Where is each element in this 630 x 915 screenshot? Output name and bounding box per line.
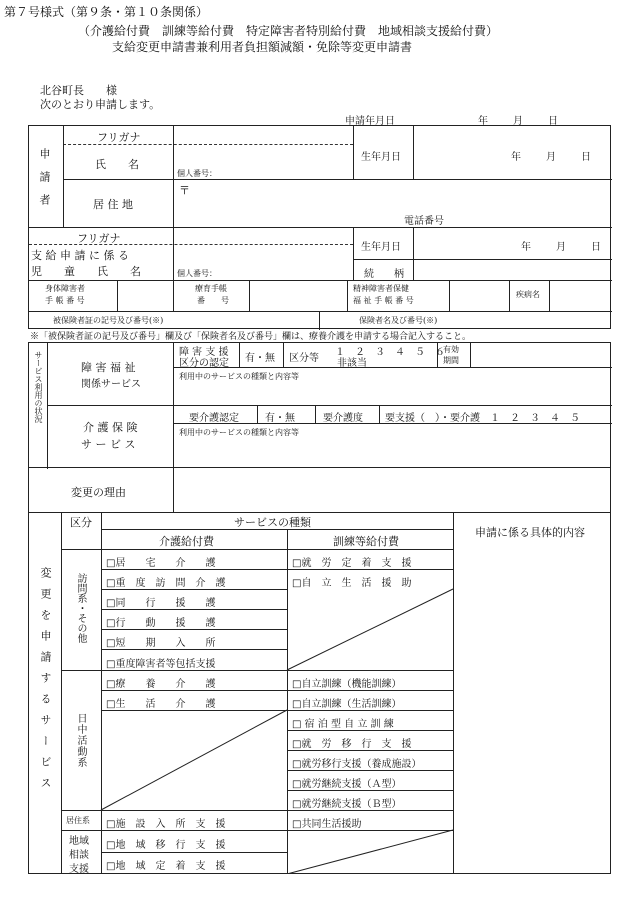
change-section — [28, 513, 611, 874]
checkbox-life-care[interactable]: □生 活 介 護 — [106, 699, 216, 710]
welfare-label-2: 関係サービス — [81, 379, 141, 390]
insurer-label: 保険者名及び番号(※) — [359, 316, 438, 325]
support-cat-1: 障 害 支 援 — [179, 347, 229, 358]
service-type-label: サービスの種類 — [234, 516, 311, 529]
care-label-1: 介 護 保 険 — [83, 421, 138, 434]
disease-label: 疾病名 — [516, 290, 540, 299]
child-label-line1: 支 給 申 請 に 係 る — [31, 249, 129, 262]
checkbox-regional-transition[interactable]: □地 域 移 行 支 援 — [106, 840, 226, 851]
title-line-1: （介護給付費 訓練等給付費 特定障害者特別給付費 地域相談支援給付費） — [78, 24, 499, 38]
care-level-values: 要支援（ ）・要介護 １ ２ ３ ４ ５ — [385, 413, 580, 424]
checkbox-functional-training[interactable]: □自立訓練（機能訓練） — [292, 679, 402, 690]
mental-handbook-2: 福 祉 手 帳 番 号 — [353, 296, 414, 305]
checkbox-employment-transition[interactable]: □就 労 移 行 支 援 — [292, 739, 412, 750]
child-dob-day: 日 — [591, 242, 601, 253]
request-sentence: 次のとおり申請します。 — [40, 98, 161, 111]
checkbox-life-training[interactable]: □自立訓練（生活訓練） — [292, 699, 402, 710]
change-side-label: 変更を申請するサービス — [39, 567, 52, 798]
checkbox-behavior-support[interactable]: □行 動 援 護 — [106, 618, 216, 629]
kubun-label: 区分 — [70, 516, 92, 529]
note-text: ※「被保険者証の記号及び番号」欄及び「保険者名及び番号」欄は、療養介護を申請する場合記入すること。 — [30, 332, 472, 342]
mental-handbook-1: 精神障害者保健 — [353, 284, 409, 293]
support-yes-no: 有・無 — [245, 353, 275, 364]
usage-side-label: サービス利用の状況 — [34, 351, 43, 423]
care-yes-no: 有・無 — [265, 413, 295, 424]
applicant-dob-year: 年 — [511, 152, 521, 163]
phone-label: 電話番号 — [404, 216, 444, 227]
child-label-line2: 児 童 氏 名 — [31, 265, 141, 278]
applicant-dob-day: 日 — [581, 152, 591, 163]
checkbox-regional-settlement[interactable]: □地 域 定 着 支 援 — [106, 861, 226, 872]
checkbox-short-stay[interactable]: □短 期 入 所 — [106, 638, 216, 649]
checkbox-independent-living[interactable]: □自 立 生 活 援 助 — [292, 578, 412, 589]
applicant-dob-label: 生年月日 — [361, 152, 401, 163]
child-furigana-label: フリガナ — [77, 232, 121, 245]
checkbox-employment-transition-school[interactable]: □就労移行支援（養成施設） — [292, 759, 422, 770]
cat-values: １ ２ ３ ４ ５ ６ — [335, 347, 445, 358]
reason-label: 変更の理由 — [71, 486, 126, 499]
applicant-furigana-label: フリガナ — [97, 131, 141, 144]
care-in-use: 利用中のサービスの種類と内容等 — [179, 428, 299, 437]
checkbox-medical-care[interactable]: □療 養 介 護 — [106, 679, 216, 690]
kaigo-header: 介護給付費 — [159, 535, 214, 548]
cat-regional-3: 支援 — [69, 864, 89, 875]
support-cat-2: 区分の認定 — [179, 358, 229, 369]
application-date — [345, 112, 575, 126]
applicant-dob-month: 月 — [546, 152, 556, 163]
applicant-personal-no: 個人番号： — [177, 169, 217, 178]
rehab-handbook-1: 療育手帳 — [195, 284, 227, 293]
checkbox-facility-admission[interactable]: □施 設 入 所 支 援 — [106, 819, 226, 830]
rehab-handbook-2: 番 号 — [197, 296, 229, 305]
care-label-2: サ ー ビ ス — [81, 438, 136, 451]
applicant-section — [28, 125, 611, 329]
welfare-label-1: 障 害 福 祉 — [81, 361, 136, 374]
valid-2: 期間 — [443, 356, 459, 365]
cat-label: 区分等 — [289, 353, 319, 364]
app-month: 月 — [513, 116, 523, 127]
cat-visit: 訪問系・その他 — [75, 573, 86, 643]
care-cert-label: 要介護認定 — [189, 413, 239, 424]
addressee: 北谷町長 様 — [40, 84, 117, 97]
welfare-in-use: 利用中のサービスの種類と内容等 — [179, 372, 299, 381]
insured-number-label: 被保険者証の記号及び番号(※) — [53, 316, 164, 325]
checkbox-residential-training[interactable]: □ 宿 泊 型 自 立 訓 練 — [292, 719, 394, 730]
not-applicable: 非該当 — [337, 358, 367, 369]
kunren-header: 訓練等給付費 — [333, 535, 399, 548]
title-line-2: 支給変更申請書兼利用者負担額減額・免除等変更申請書 — [112, 40, 413, 54]
applicant-address-label: 居 住 地 — [93, 198, 133, 211]
applicant-side-label: 申請者 — [38, 148, 51, 217]
checkbox-continuous-a[interactable]: □就労継続支援（Ａ型） — [292, 779, 402, 790]
checkbox-employment-retention[interactable]: □就 労 定 着 支 援 — [292, 558, 412, 569]
checkbox-continuous-b[interactable]: □就労継続支援（Ｂ型） — [292, 799, 402, 810]
physical-handbook-2: 手 帳 番 号 — [45, 296, 85, 305]
relation-label: 続 柄 — [364, 269, 404, 280]
child-personal-no: 個人番号： — [177, 269, 217, 278]
application-date-label: 申請年月日 — [345, 116, 395, 127]
child-dob-year: 年 — [521, 242, 531, 253]
reason-section — [28, 468, 611, 513]
child-dob-label: 生年月日 — [361, 242, 401, 253]
physical-handbook-1: 身体障害者 — [45, 284, 85, 293]
postal-mark: 〒 — [179, 184, 190, 197]
detail-header: 申請に係る具体的内容 — [475, 526, 585, 539]
child-dob-month: 月 — [556, 242, 566, 253]
checkbox-severe-visit-care[interactable]: □重 度 訪 問 介 護 — [106, 578, 226, 589]
app-day: 日 — [548, 116, 558, 127]
usage-section — [28, 342, 611, 468]
care-level-label: 要介護度 — [323, 413, 363, 424]
cat-day: 日中活動系 — [75, 713, 86, 768]
checkbox-accompany-support[interactable]: □同 行 援 護 — [106, 598, 216, 609]
cat-residential: 居住系 — [66, 816, 90, 825]
app-year: 年 — [478, 116, 488, 127]
applicant-name-label: 氏 名 — [95, 158, 139, 171]
cat-regional-1: 地域 — [69, 836, 89, 847]
form-number: 第７号様式（第９条・第１０条関係） — [4, 5, 209, 19]
checkbox-group-living[interactable]: □共同生活援助 — [292, 819, 362, 830]
checkbox-home-care[interactable]: □居 宅 介 護 — [106, 558, 216, 569]
checkbox-comprehensive-support[interactable]: □重度障害者等包括支援 — [106, 659, 216, 670]
cat-regional-2: 相談 — [69, 850, 89, 861]
valid-1: 有効 — [443, 345, 459, 354]
